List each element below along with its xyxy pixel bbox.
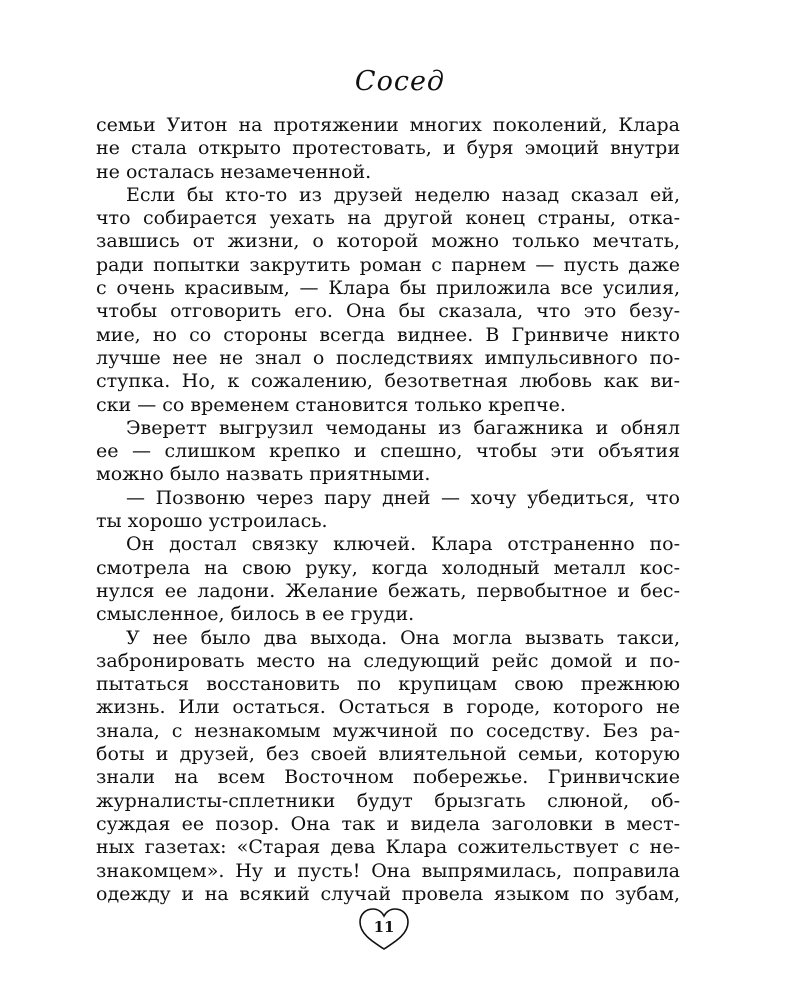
text-line: ски — со временем становится только крепче. (96, 393, 566, 416)
text-line: можно было назвать приятными. (96, 463, 431, 486)
page-number-badge (357, 906, 411, 952)
text-line: ее — слишком крепко и спешно, чтобы эти объятия (96, 440, 680, 463)
text-line: с очень красивым, — Клара бы приложила все усилия, (96, 277, 680, 300)
text-line: чтобы отговорить его. Она бы сказала, что это безу- (96, 300, 680, 323)
text-line: завшись от жизни, о которой можно только мечтать, (96, 230, 680, 253)
text-line: ради попытки закрутить роман с парнем — пусть даже (96, 253, 680, 276)
text-line: пытаться восстановить по крупицам свою прежнюю (96, 673, 680, 696)
text-line: забронировать место на следующий рейс домой и по- (96, 649, 680, 672)
text-line: знали на всем Восточном побережье. Гринвичские (96, 766, 680, 789)
text-line: ты хорошо устроилась. (96, 510, 328, 533)
text-line: ступка. Но, к сожалению, безответная любовь как ви- (96, 370, 680, 393)
page-number: 11 (373, 918, 395, 936)
text-line: смотрела на свою руку, когда холодный металл кос- (96, 556, 680, 579)
text-line: боты и друзей, без своей влиятельной семьи, которую (96, 743, 680, 766)
text-line: журналисты-сплетники будут брызгать слюной, об- (96, 789, 680, 812)
text-line: Он достал связку ключей. Клара отстраненно по- (126, 533, 680, 556)
text-line: — Позвоню через пару дней — хочу убедиться, что (126, 486, 680, 509)
text-line: жизнь. Или остаться. Остаться в городе, которого не (96, 696, 680, 719)
text-line: Эверетт выгрузил чемоданы из багажника и обнял (126, 416, 680, 439)
text-line: лучше нее не знал о последствиях импульсивного по- (96, 346, 680, 369)
running-title: Сосед (354, 66, 446, 97)
text-line: не осталась незамеченной. (96, 160, 372, 183)
text-line: нулся ее ладони. Желание бежать, первобытное и бес- (96, 579, 680, 602)
text-line: У нее было два выхода. Она могла вызвать такси, (126, 626, 680, 649)
text-line: Если бы кто-то из друзей неделю назад сказал ей, (126, 183, 680, 206)
text-line: знакомцем». Ну и пусть! Она выпрямилась, поправила (96, 859, 680, 882)
text-line: семьи Уитон на протяжении многих поколений, Клара (96, 114, 680, 136)
text-line: знала, с незнакомым мужчиной по соседству. Без ра- (96, 719, 680, 742)
text-line: мие, но со стороны всегда виднее. В Гринвиче никто (96, 323, 680, 346)
text-line: одежду и на всякий случай провела языком по зубам, (96, 882, 680, 905)
text-line: не стала открыто протестовать, и буря эмоций внутри (96, 137, 680, 160)
text-line: ных газетах: «Старая дева Клара сожительствует с не- (96, 836, 680, 859)
text-line: суждая ее позор. Она так и видела заголовки в мест- (96, 812, 680, 835)
body-text (96, 114, 680, 906)
text-line: смысленное, билось в ее груди. (96, 603, 415, 626)
text-line: что собирается уехать на другой конец страны, отка- (96, 207, 680, 230)
